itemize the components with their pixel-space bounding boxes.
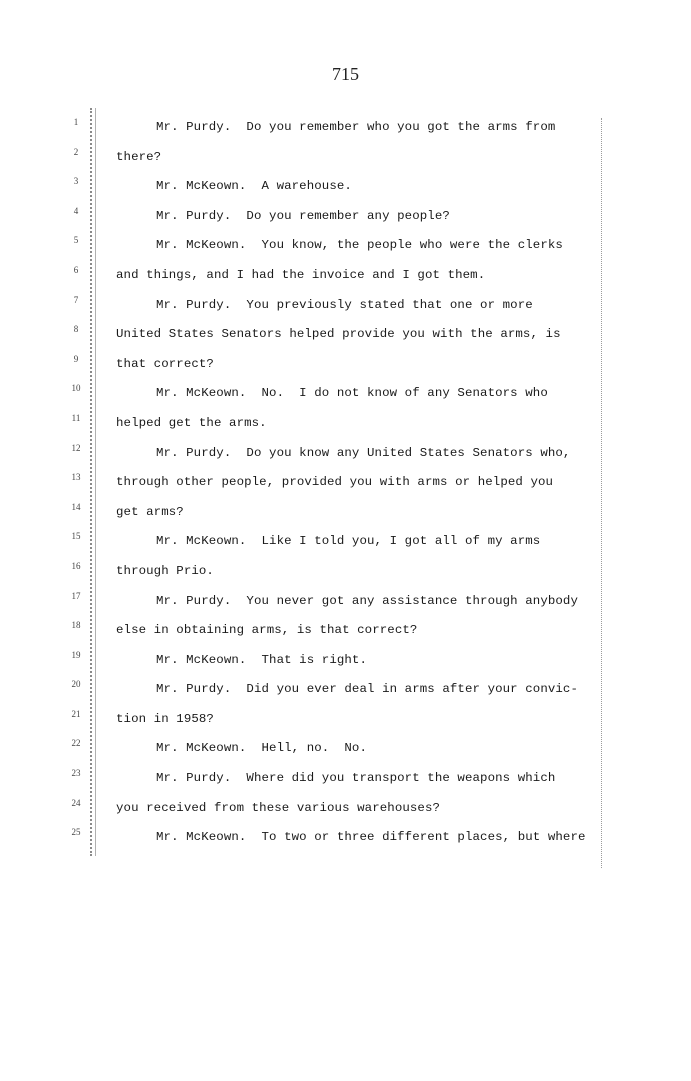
line-number: 17 bbox=[71, 590, 81, 601]
line-number-column bbox=[60, 116, 92, 856]
line-number: 14 bbox=[71, 501, 81, 512]
line-number: 24 bbox=[71, 797, 81, 808]
transcript-line: Mr. Purdy. Did you ever deal in arms after your convic- bbox=[156, 682, 578, 697]
transcript-line: Mr. McKeown. To two or three different places, but where bbox=[156, 830, 586, 845]
transcript-line: Mr. Purdy. Do you remember any people? bbox=[156, 208, 450, 223]
line-number: 23 bbox=[71, 768, 81, 779]
transcript-line: Mr. McKeown. Like I told you, I got all of my arms bbox=[156, 534, 541, 549]
transcript-line: through other people, provided you with arms or helped you bbox=[116, 475, 554, 490]
line-number: 3 bbox=[73, 176, 79, 187]
transcript-line: Mr. Purdy. Where did you transport the weapons which bbox=[156, 771, 556, 786]
transcript-line: Mr. McKeown. A warehouse. bbox=[156, 179, 352, 194]
transcript-line: through Prio. bbox=[116, 563, 214, 578]
page-number: 715 bbox=[332, 64, 359, 84]
line-number: 7 bbox=[73, 294, 79, 305]
line-number: 13 bbox=[71, 472, 81, 483]
line-number: 5 bbox=[73, 235, 79, 246]
transcript-line: else in obtaining arms, is that correct? bbox=[116, 623, 418, 638]
line-number: 20 bbox=[71, 679, 81, 690]
transcript-body bbox=[116, 116, 611, 856]
line-number: 19 bbox=[71, 649, 81, 660]
transcript-line: tion in 1958? bbox=[116, 711, 214, 726]
line-number: 22 bbox=[71, 738, 81, 749]
transcript-line: United States Senators helped provide you with the arms, is bbox=[116, 327, 561, 342]
line-number: 8 bbox=[73, 324, 79, 335]
transcript-line: that correct? bbox=[116, 356, 214, 371]
transcript-line: there? bbox=[116, 149, 162, 164]
transcript-line: Mr. McKeown. You know, the people who were the clerks bbox=[156, 238, 563, 253]
transcript-line: get arms? bbox=[116, 504, 184, 519]
transcript-line: and things, and I had the invoice and I got them. bbox=[116, 267, 486, 282]
transcript-line: Mr. Purdy. Do you know any United States Senators who, bbox=[156, 445, 571, 460]
line-number: 25 bbox=[71, 827, 81, 838]
line-number: 6 bbox=[73, 264, 79, 275]
line-number: 21 bbox=[71, 708, 81, 719]
transcript-line: Mr. McKeown. Hell, no. No. bbox=[156, 741, 367, 756]
transcript-line: Mr. McKeown. That is right. bbox=[156, 652, 367, 667]
line-number: 1 bbox=[73, 117, 79, 127]
transcript-line: you received from these various warehouses? bbox=[116, 800, 441, 815]
line-number: 11 bbox=[71, 412, 81, 423]
line-number: 9 bbox=[73, 353, 79, 364]
transcript-line: Mr. Purdy. Do you remember who you got the arms from bbox=[156, 120, 556, 134]
transcript-line: helped get the arms. bbox=[116, 415, 267, 430]
line-number: 16 bbox=[71, 560, 81, 571]
transcript-line: Mr. McKeown. No. I do not know of any Senators who bbox=[156, 386, 548, 401]
line-number: 4 bbox=[73, 205, 79, 216]
line-number: 2 bbox=[73, 146, 79, 157]
line-number: 15 bbox=[71, 531, 81, 542]
line-number: 12 bbox=[71, 442, 81, 453]
transcript-line: Mr. Purdy. You previously stated that one or more bbox=[156, 297, 533, 312]
left-margin-rule-inner bbox=[95, 108, 96, 856]
line-number: 10 bbox=[71, 383, 81, 394]
transcript-line: Mr. Purdy. You never got any assistance through anybody bbox=[156, 593, 578, 608]
line-number: 18 bbox=[71, 620, 81, 631]
